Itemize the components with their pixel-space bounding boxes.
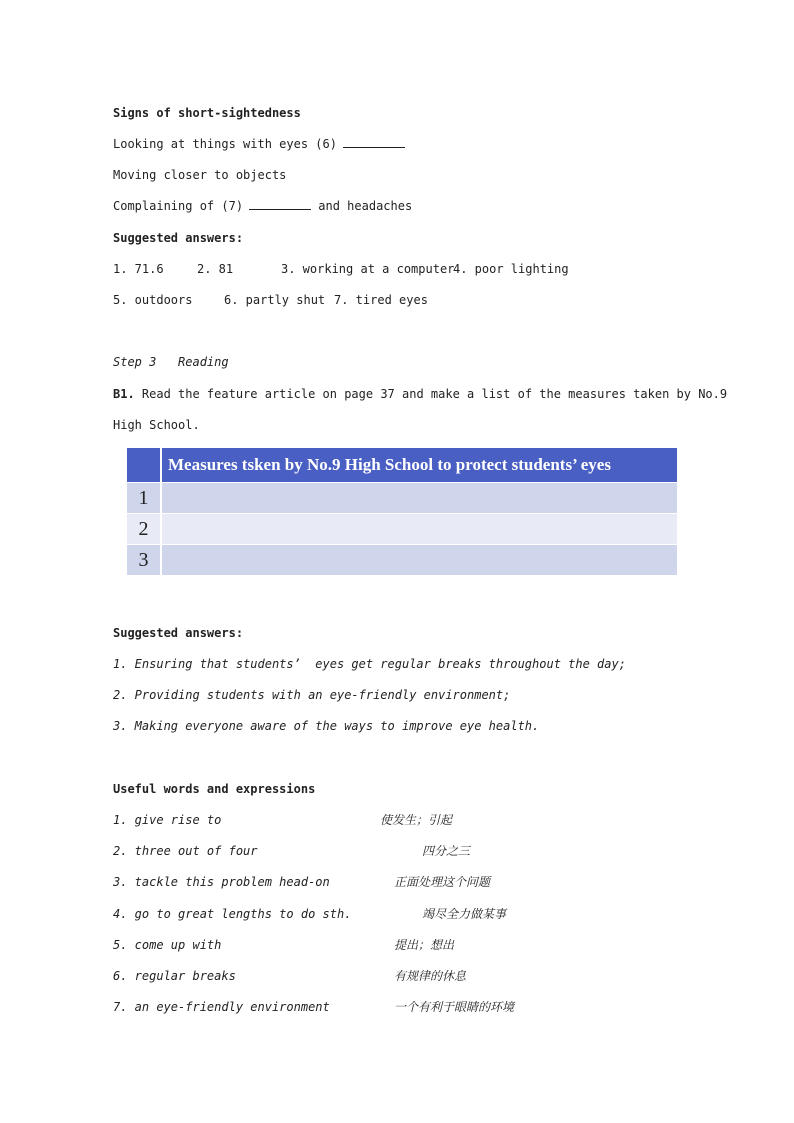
phrase-cn: 使发生；引起: [380, 813, 453, 827]
signs-heading: Signs of short-sightedness: [113, 106, 301, 120]
answer-cell[interactable]: [161, 483, 678, 514]
phrase-en: 5. come up with: [113, 938, 222, 952]
answers-row-1: [113, 261, 569, 277]
phrase-cn: 有规律的休息: [394, 969, 467, 983]
phrase-cn: 提出；想出: [394, 938, 455, 952]
answer-item: 6. partly shut: [224, 293, 326, 307]
answer-item: 4. poor lighting: [453, 262, 569, 276]
b1-instruction-cont: High School.: [113, 418, 200, 432]
phrase-en: 2. three out of four: [113, 844, 258, 858]
phrase-en: 3. tackle this problem head-on: [113, 875, 330, 889]
suggested-answers-heading-2: Suggested answers:: [113, 626, 244, 640]
answer-list-item: 3. Making everyone aware of the ways to improve eye health.: [113, 719, 540, 733]
phrase-en: 1. give rise to: [113, 813, 222, 827]
answer-blank-6: [343, 137, 405, 148]
answer-item: 3. working at a computer: [281, 262, 455, 276]
table-header-row: [127, 448, 678, 483]
answer-cell[interactable]: [161, 514, 678, 545]
phrase-en: 7. an eye-friendly environment: [113, 1000, 330, 1014]
answer-item: 1. 71.6: [113, 262, 164, 276]
signs-line-1-text: Looking at things with eyes (6): [113, 137, 337, 151]
answer-list-item: 2. Providing students with an eye-friendly environment;: [113, 688, 511, 702]
signs-line-3-before: Complaining of (7): [113, 199, 244, 213]
phrase-cn: 一个有利于眼睛的环境: [394, 1000, 515, 1014]
signs-line-2: Moving closer to objects: [113, 168, 287, 182]
phrase-en: 6. regular breaks: [113, 969, 236, 983]
phrase-cn: 正面处理这个问题: [394, 875, 491, 889]
phrase-en: 4. go to great lengths to do sth.: [113, 907, 352, 921]
table-row: [127, 483, 678, 514]
answer-item: 5. outdoors: [113, 293, 193, 307]
b1-label: B1.: [113, 387, 135, 401]
b1-text: Read the feature article on page 37 and make a list of the measures taken by No.9: [134, 387, 728, 401]
table-row: [127, 514, 678, 545]
phrase-cn: 竭尽全力做某事: [422, 907, 507, 921]
row-number: 2: [127, 514, 161, 545]
suggested-answers-heading-1: Suggested answers:: [113, 231, 244, 245]
header-number-cell: [127, 448, 161, 483]
answer-list-item: 1. Ensuring that students’ eyes get regular breaks throughout the day;: [113, 657, 626, 671]
signs-line-3: [113, 198, 412, 214]
answers-row-2: [113, 292, 428, 308]
phrase-cn: 四分之三: [422, 844, 471, 858]
measures-table: [127, 448, 679, 576]
answer-item: 7. tired eyes: [334, 293, 428, 307]
signs-line-1: [113, 136, 405, 152]
answer-item: 2. 81: [197, 262, 234, 276]
answer-blank-7: [249, 199, 311, 210]
row-number: 3: [127, 545, 161, 576]
table-header: Measures tsken by No.9 High School to protect students’ eyes: [161, 448, 678, 483]
table-row: [127, 545, 678, 576]
signs-line-3-after: and headaches: [318, 199, 413, 213]
row-number: 1: [127, 483, 161, 514]
answer-cell[interactable]: [161, 545, 678, 576]
step3-heading: Step 3 Reading: [113, 355, 229, 369]
useful-heading: Useful words and expressions: [113, 782, 316, 796]
b1-instruction: [113, 386, 727, 402]
